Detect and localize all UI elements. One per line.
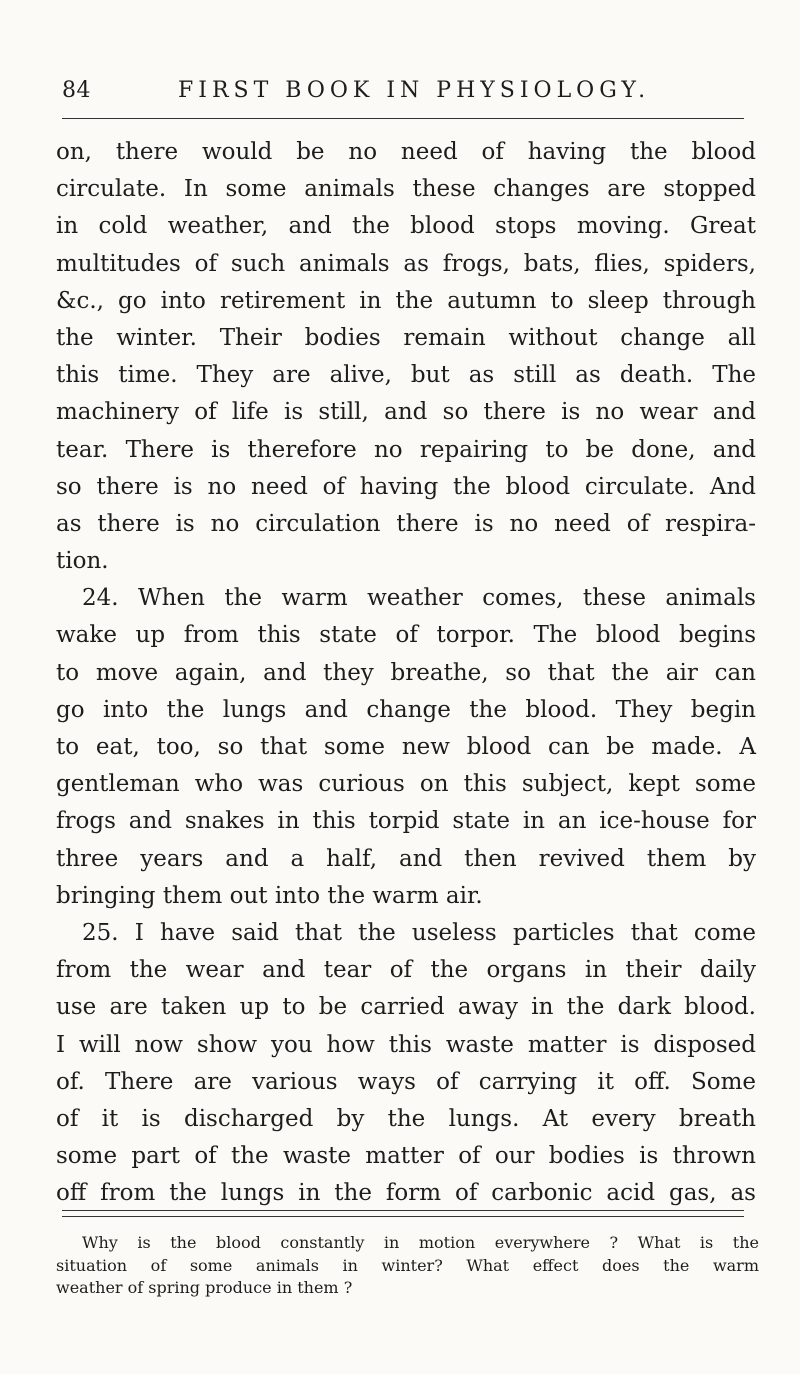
page-number: 84 — [62, 78, 91, 103]
text-line: &c., go into retirement in the autumn to sleep through — [56, 287, 756, 314]
text-line: to eat, too, so that some new blood can be made. A — [56, 734, 756, 760]
footnote-rule-inner — [62, 1216, 744, 1217]
text-line: off from the lungs in the form of carbonic acid gas, as — [56, 1180, 756, 1207]
text-line: gentleman who was curious on this subject, kept some — [56, 771, 756, 798]
text-line: tear. There is therefore no repairing to be done, and — [56, 436, 756, 463]
text-line: in cold weather, and the blood stops moving. Great — [56, 213, 756, 240]
text-line: machinery of life is still, and so there is no wear and — [56, 399, 756, 426]
text-line: so there is no need of having the blood circulate. And — [56, 473, 756, 500]
text-line: use are taken up to be carried away in the dark blood. — [56, 994, 756, 1021]
text-line: I will now show you how this waste matter is disposed — [56, 1031, 756, 1058]
book-title: FIRST BOOK IN PHYSIOLOGY. — [178, 78, 651, 103]
text-line: on, there would be no need of having the blood — [56, 139, 756, 165]
text-line: tion. — [56, 548, 109, 575]
text-line: frogs and snakes in this torpid state in an ice-house for — [56, 808, 756, 835]
text-line: three years and a half, and then revived them by — [56, 845, 756, 872]
text-line: some part of the waste matter of our bodies is thrown — [56, 1143, 756, 1170]
question-line: situation of some animals in winter? What effect does the warm — [56, 1255, 759, 1275]
header-rule — [62, 118, 744, 119]
question-line: Why is the blood constantly in motion everywhere ? What is the — [82, 1233, 759, 1252]
paragraph-25-start: 25. I have said that the useless particles that come — [82, 919, 756, 946]
running-header — [62, 78, 742, 110]
text-line: go into the lungs and change the blood. They begin — [56, 696, 756, 723]
text-line: from the wear and tear of the organs in their daily — [56, 957, 756, 984]
text-line: multitudes of such animals as frogs, bats, flies, spiders, — [56, 250, 756, 277]
text-line: of it is discharged by the lungs. At every breath — [56, 1105, 756, 1132]
text-line: bringing them out into the warm air. — [56, 882, 483, 909]
text-line: to move again, and they breathe, so that the air can — [56, 659, 756, 686]
text-line: this time. They are alive, but as still as death. The — [56, 362, 756, 389]
text-line: of. There are various ways of carrying it off. Some — [56, 1068, 756, 1095]
question-line: weather of spring produce in them ? — [56, 1278, 353, 1297]
text-line: circulate. In some animals these changes are stopped — [56, 176, 756, 203]
text-line: the winter. Their bodies remain without change all — [56, 324, 756, 351]
footnote-rule — [62, 1210, 744, 1211]
text-line: as there is no circulation there is no need of respira- — [56, 510, 756, 537]
study-questions — [56, 1232, 759, 1300]
paragraph-24-start: 24. When the warm weather comes, these animals — [82, 585, 756, 612]
body-text — [56, 134, 756, 1212]
text-line: wake up from this state of torpor. The blood begins — [56, 622, 756, 649]
